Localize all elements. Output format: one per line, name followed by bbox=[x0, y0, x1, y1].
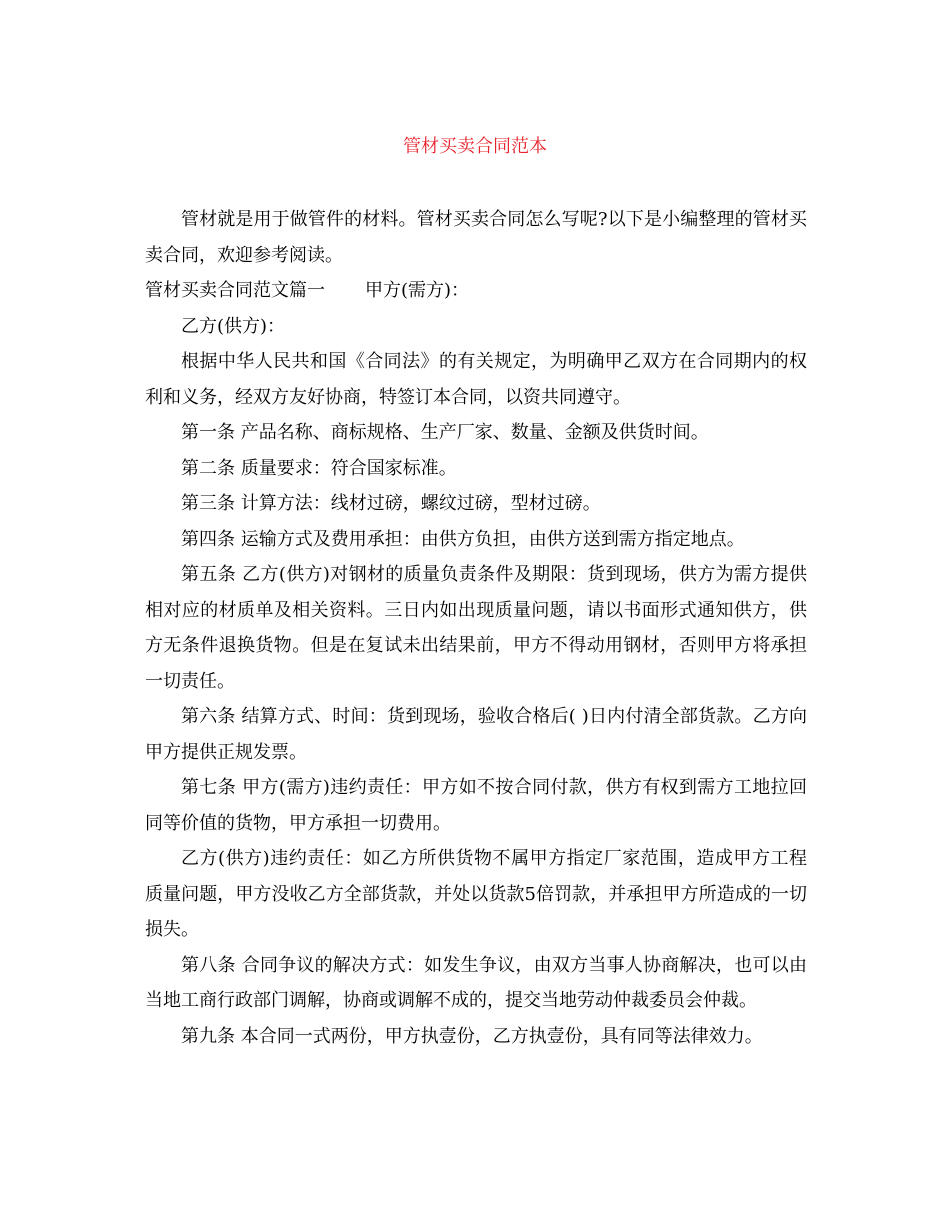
article-4: 第四条 运输方式及费用承担：由供方负担，由供方送到需方指定地点。 bbox=[181, 528, 745, 550]
article-9: 第九条 本合同一式两份，甲方执壹份，乙方执壹份，具有同等法律效力。 bbox=[181, 1025, 763, 1047]
preamble-paragraph: 根据中华人民共和国《合同法》的有关规定，为明确甲乙双方在合同期内的权利和义务，经双方友好协商，特签订本合同，以资共同遵守。 bbox=[145, 351, 807, 408]
document-body bbox=[145, 202, 807, 1054]
contract-heading: 管材买卖合同范文篇一 bbox=[145, 280, 325, 301]
party-b-label: 乙方(供方)： bbox=[181, 315, 286, 337]
party-a-label: 甲方(需方)： bbox=[365, 280, 470, 301]
article-6: 第六条 结算方式、时间：货到现场，验收合格后( )日内付清全部货款。乙方向甲方提供正规发票。 bbox=[145, 706, 807, 763]
article-1: 第一条 产品名称、商标规格、生产厂家、数量、金额及供货时间。 bbox=[181, 422, 709, 443]
document-title: 管材买卖合同范本 bbox=[403, 136, 547, 157]
article-5: 第五条 乙方(供方)对钢材的质量负责条件及期限：货到现场，供方为需方提供相对应的材质单及相关资料。三日内如出现质量问题，请以书面形式通知供方，供方无条件退换货物。但是在复试未出结果前，甲方不得动用钢材，否则甲方将承担一切责任。 bbox=[145, 564, 807, 692]
article-2: 第二条 质量要求：符合国家标准。 bbox=[181, 457, 457, 479]
intro-paragraph: 管材就是用于做管件的材料。管材买卖合同怎么写呢?以下是小编整理的管材买卖合同，欢迎参考阅读。 bbox=[145, 209, 807, 266]
article-7: 第七条 甲方(需方)违约责任：甲方如不按合同付款，供方有权到需方工地拉回同等价值的货物，甲方承担一切费用。 bbox=[145, 777, 807, 834]
contract-heading-line bbox=[145, 273, 807, 309]
article-7-party-b: 乙方(供方)违约责任：如乙方所供货物不属甲方指定厂家范围，造成甲方工程质量问题，甲方没收乙方全部货款，并处以货款5倍罚款，并承担甲方所造成的一切损失。 bbox=[145, 848, 807, 940]
article-8: 第八条 合同争议的解决方式：如发生争议，由双方当事人协商解决，也可以由当地工商行政部门调解，协商或调解不成的，提交当地劳动仲裁委员会仲裁。 bbox=[145, 954, 807, 1011]
article-3: 第三条 计算方法：线材过磅，螺纹过磅，型材过磅。 bbox=[181, 493, 601, 514]
